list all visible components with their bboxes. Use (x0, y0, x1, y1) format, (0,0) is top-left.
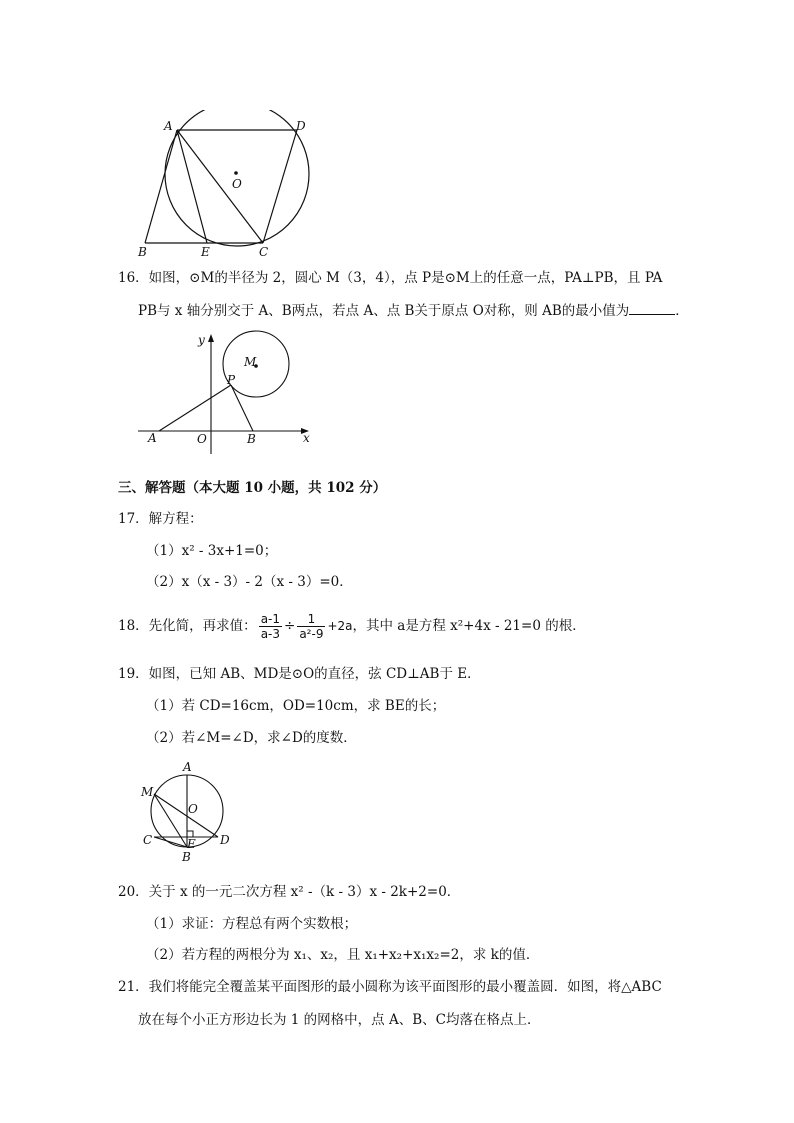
figure-q15 (130, 110, 330, 262)
y-axis-arrow (208, 334, 214, 342)
q16-line1: 16．如图，⊙M的半径为 2，圆心 M（3，4），点 P是⊙M上的任意一点，PA⊥PB，且 PA (118, 270, 663, 286)
fraction-1-numerator: a-1 (260, 612, 281, 626)
plus-term: +2a (327, 619, 353, 633)
segment-dc (263, 130, 297, 243)
segment-pa (159, 385, 231, 431)
label-p: P (227, 373, 236, 387)
label-a: A (164, 119, 173, 133)
label-o: O (188, 802, 198, 816)
fraction-2 (297, 612, 325, 641)
label-a: A (183, 760, 192, 774)
fraction-1-denominator: a-3 (260, 627, 281, 641)
q20-title: 20．关于 x 的一元二次方程 x² -（k - 3）x - 2k+2=0． (118, 884, 461, 900)
label-c: C (259, 245, 269, 259)
fraction-1 (259, 612, 282, 641)
q19-part2: （2）若∠M=∠D，求∠D的度数． (146, 730, 357, 746)
section-3-heading: 三、解答题（本大题 10 小题，共 102 分） (118, 480, 387, 496)
fraction-2-numerator: 1 (297, 612, 325, 627)
diameter-md (154, 794, 218, 837)
label-b: B (182, 850, 191, 864)
label-b: B (138, 245, 147, 259)
q16-line2-end: ． (675, 303, 689, 319)
divide-sign: ÷ (284, 618, 296, 634)
segment-ac (177, 130, 263, 243)
figure-q19 (138, 758, 238, 866)
label-x: x (303, 431, 310, 445)
label-c: C (143, 833, 153, 847)
label-y: y (198, 333, 205, 347)
q18-suffix: ，其中 a是方程 x²+4x - 21=0 的根． (352, 618, 586, 634)
q17-part1: （1）x² - 3x+1=0； (146, 543, 278, 559)
q18 (118, 608, 586, 644)
label-a: A (148, 431, 157, 445)
label-e: E (187, 837, 196, 851)
figure-q16 (135, 330, 315, 455)
q21-line2: 放在每个小正方形边长为 1 的网格中，点 A、B、C均落在格点上． (138, 1012, 541, 1028)
label-d: D (296, 119, 306, 133)
label-m: M (244, 355, 257, 369)
fraction-2-denominator: a²-9 (299, 627, 324, 641)
q20-part1: （1）求证：方程总有两个实数根； (146, 916, 358, 932)
q21-line1: 21．我们将能完全覆盖某平面图形的最小圆称为该平面图形的最小覆盖圆．如图，将△ABC (118, 979, 662, 995)
q20-part2: （2）若方程的两根分为 x₁、x₂，且 x₁+x₂+x₁x₂=2，求 k的值． (146, 947, 540, 963)
q16-line2-text: PB与 x 轴分别交于 A、B两点，若点 A、点 B关于原点 O对称，则 AB的最小值为 (138, 303, 630, 319)
segment-ab (145, 130, 177, 243)
answer-blank (629, 300, 675, 315)
label-m: M (141, 785, 154, 799)
q19-title: 19．如图，已知 AB、MD是⊙O的直径，弦 CD⊥AB于 E． (118, 666, 481, 682)
q16-line2 (138, 300, 689, 321)
label-b: B (247, 432, 256, 446)
center-dot (234, 171, 238, 175)
q19-part1: （1）若 CD=16cm，OD=10cm，求 BE的长； (146, 698, 446, 714)
label-o: O (197, 432, 207, 446)
q17-part2: （2）x（x - 3）- 2（x - 3）=0． (146, 574, 353, 590)
label-d: D (220, 833, 230, 847)
q18-prefix: 18．先化简，再求值： (118, 618, 257, 634)
q17-title: 17．解方程： (118, 511, 203, 527)
segment-pb (231, 385, 253, 431)
label-e: E (201, 245, 210, 259)
label-o: O (232, 177, 242, 191)
segment-ae (177, 130, 207, 243)
